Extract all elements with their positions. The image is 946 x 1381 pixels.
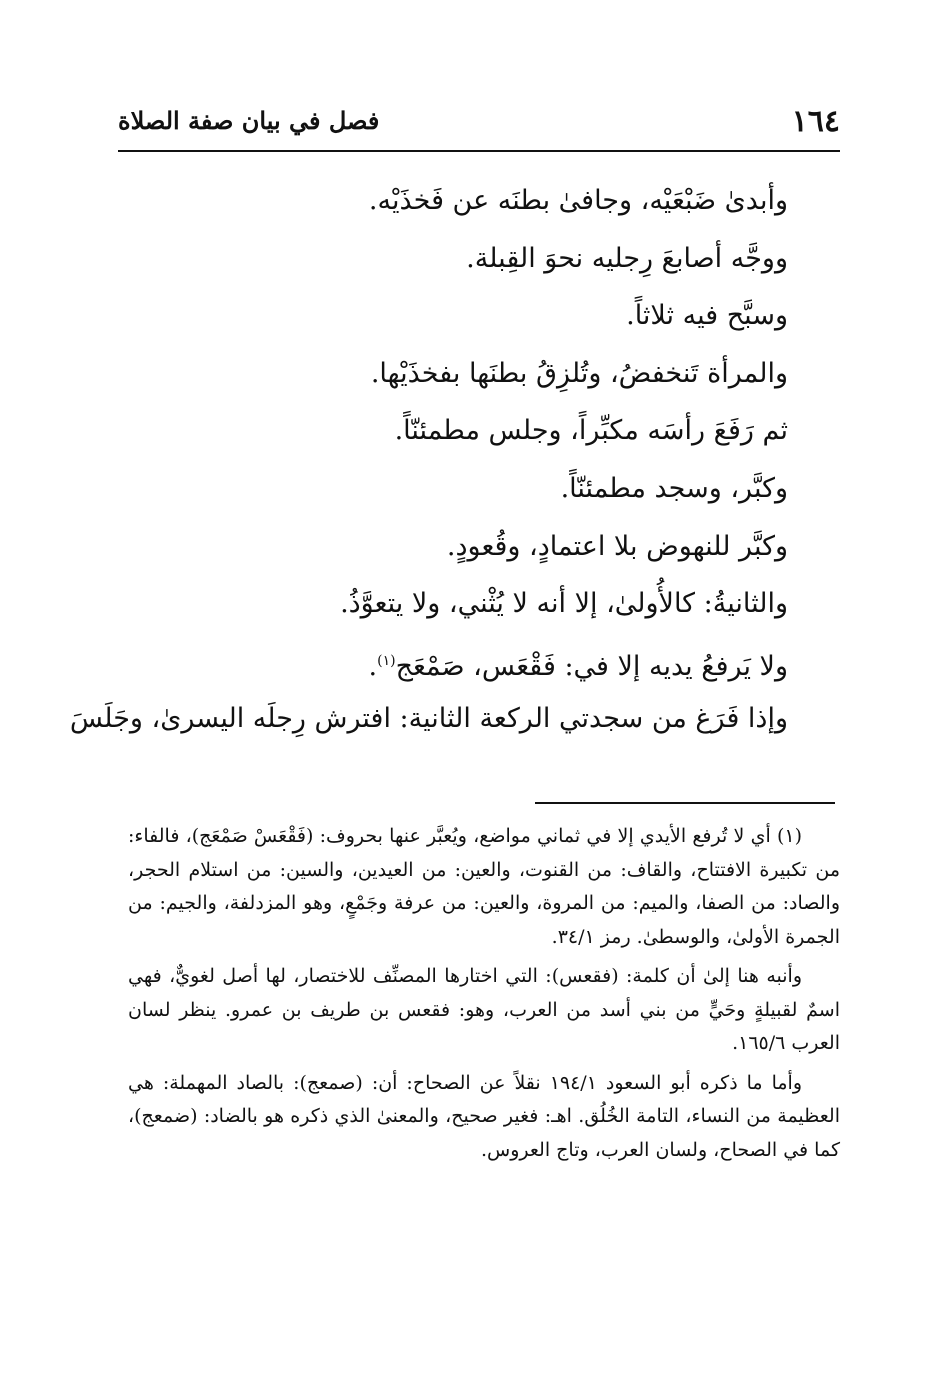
text-line: وكبَّر، وسجد مطمئنّاً. [560, 472, 788, 504]
text-line: وسبَّح فيه ثلاثاً. [626, 300, 788, 332]
page-number: ١٦٤ [791, 104, 840, 139]
footnote-paragraph: (١) أي لا تُرفع الأيدي إلا في ثماني مواضع، ويُعبَّر عنها بحروف: (فَقْعَسْ صَمْعَج)، فالفاء: من تكبيرة الافتتاح، والقاف: من القنوت، والعين: من العيدين، والسين: من استلام الحجر، والصاد: من الصفا، والميم: من المروة، والعين: من عرفة وجَمْعٍ، وهو المزدلفة، والجيم: من الجمرة الأولىٰ، والوسطىٰ. رمز ٣٤/١. [128, 825, 840, 948]
sentence-end: . [368, 650, 378, 682]
text-line-with-footnote [118, 633, 788, 691]
page-header [118, 100, 840, 152]
footnote-separator [535, 802, 835, 804]
main-text [69, 172, 788, 748]
text-line: ثم رَفَعَ رأسَه مكبِّراً، وجلس مطمئنّاً. [394, 415, 788, 447]
text-line: ووجَّه أصابعَ رِجليه نحوَ القِبلة. [466, 242, 788, 274]
text-line: والثانيةُ: كالأُولىٰ، إلا أنه لا يُثْني، ولا يتعوَّذُ. [340, 588, 788, 620]
running-title: فصل في بيان صفة الصلاة [118, 106, 380, 135]
text-line: وكبَّر للنهوض بلا اعتمادٍ، وقُعودٍ. [446, 530, 788, 562]
text-line: وأبدىٰ ضَبْعَيْه، وجافىٰ بطنَه عن فَخذَيْه. [368, 185, 788, 216]
footnote-paragraph: وأما ما ذكره أبو السعود ١٩٤/١ نقلاً عن الصحاح: أن: (صمعج): بالصاد المهملة: هي العظيمة من النساء، التامة الخُلُق. اهـ: فغير صحيح، والمعنىٰ الذي ذكره هو بالضاد: (ضمعج)، كما في الصحاح، ولسان العرب، وتاج العروس. [128, 1071, 840, 1161]
text-line: والمرأة تَنخفضُ، وتُلزِقُ بطنَها بفخذَيْها. [370, 357, 788, 389]
footnotes [128, 820, 840, 1173]
text-line: وإذا فَرَغ من سجدتي الركعة الثانية: افترش رِجلَه اليسرىٰ، وجَلَسَ [69, 703, 788, 735]
footnote-marker[interactable]: (١) [377, 652, 396, 669]
footnote-paragraph: وأنبه هنا إلىٰ أن كلمة: (فقعس): التي اختارها المصنِّف للاختصار، لها أصل لغويٌّ، فهي اسمٌ لقبيلةٍ وحَيٍّ من بني أسد من العرب، وهو: فقعس بن طريف بن عمرو. ينظر لسان العرب ١٦٥/٦. [128, 965, 840, 1054]
text-line-content: ولا يَرفعُ يديه إلا في: فَقْعَس، صَمْعَج [395, 650, 788, 682]
